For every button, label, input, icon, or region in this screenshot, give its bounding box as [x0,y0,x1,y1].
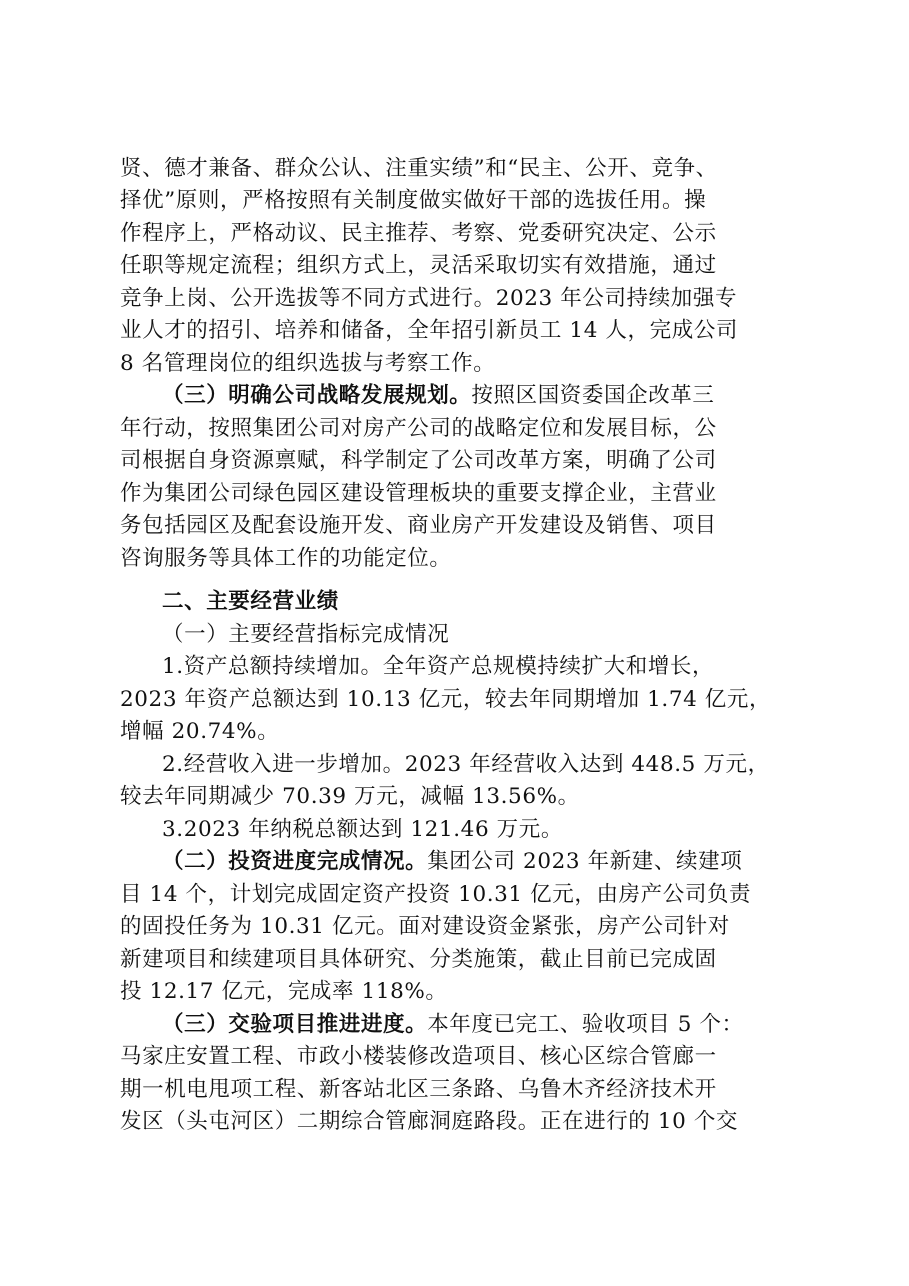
paragraph-line [162,380,802,412]
paragraph-line: 发区（头屯河区）二期综合管廊洞庭路段。正在进行的 10 个交 [120,1109,739,1134]
paragraph-line: 新建项目和续建项目具体研究、分类施策，截止目前已完成固 [120,947,717,972]
paragraph-line: 1.资产总额持续增加。全年资产总规模持续扩大和增长， [162,654,715,679]
paragraph-line: 2.经营收入进一步增加。2023 年经营收入达到 448.5 万元， [162,752,770,777]
paragraph-line: 业人才的招引、培养和储备，全年招引新员工 14 人，完成公司 [120,318,739,343]
paragraph-line: 竞争上岗、公开选拔等不同方式进行。2023 年公司持续加强专 [120,286,738,311]
section-title: （三）明确公司战略发展规划。 [162,383,472,408]
paragraph-line: 目 14 个，计划完成固定资产投资 10.31 亿元，由房产公司负责 [120,882,752,907]
paragraph-line: 3.2023 年纳税总额达到 121.46 万元。 [162,817,563,842]
paragraph-line: 作程序上，严格动议、民主推荐、考察、党委研究决定、公示 [120,221,717,246]
paragraph-line [162,846,802,878]
paragraph-line: 务包括园区及配套设施开发、商业房产开发建设及销售、项目 [120,513,717,538]
section-text: 按照区国资委国企改革三 [471,383,715,408]
section-title: （三）交验项目推进进度。 [162,1012,428,1037]
paragraph-line: 较去年同期减少 70.39 万元，减幅 13.56%。 [120,784,580,809]
paragraph-line: 作为集团公司绿色园区建设管理板块的重要支撑企业，主营业 [120,481,717,506]
paragraph-line: 司根据自身资源禀赋，科学制定了公司改革方案，明确了公司 [120,448,717,473]
paragraph-line: 任职等规定流程；组织方式上，灵活采取切实有效措施，通过 [120,253,717,278]
section-text: 本年度已完工、验收项目 5 个： [427,1012,744,1037]
section-heading: 二、主要经营业绩 [162,589,339,614]
paragraph-line: 年行动，按照集团公司对房产公司的战略定位和发展目标，公 [120,416,717,441]
section-title: （二）投资进度完成情况。 [162,849,428,874]
paragraph-line: 贤、德才兼备、群众公认、注重实绩”和“民主、公开、竞争、 [120,156,718,181]
paragraph-line: 投 12.17 亿元，完成率 118%。 [120,979,448,1004]
paragraph-line: 期一机电甩项工程、新客站北区三条路、乌鲁木齐经济技术开 [120,1077,717,1102]
paragraph-line: 2023 年资产总额达到 10.13 亿元，较去年同期增加 1.74 亿元， [120,687,772,712]
subsection-heading: （一）主要经营指标完成情况 [162,622,450,647]
section-text: 集团公司 2023 年新建、续建项 [427,849,743,874]
paragraph-line: 咨询服务等具体工作的功能定位。 [120,546,452,571]
paragraph-line: 8 名管理岗位的组织选拔与考察工作。 [120,351,496,376]
paragraph-line [162,1009,802,1041]
paragraph-line: 增幅 20.74%。 [120,719,280,744]
paragraph-line: 马家庄安置工程、市政小楼装修改造项目、核心区综合管廊一 [120,1044,717,1069]
paragraph-line: 择优”原则，严格按照有关制度做实做好干部的选拔任用。操 [120,188,707,213]
paragraph-line: 的固投任务为 10.31 亿元。面对建设资金紧张，房产公司针对 [120,914,730,939]
